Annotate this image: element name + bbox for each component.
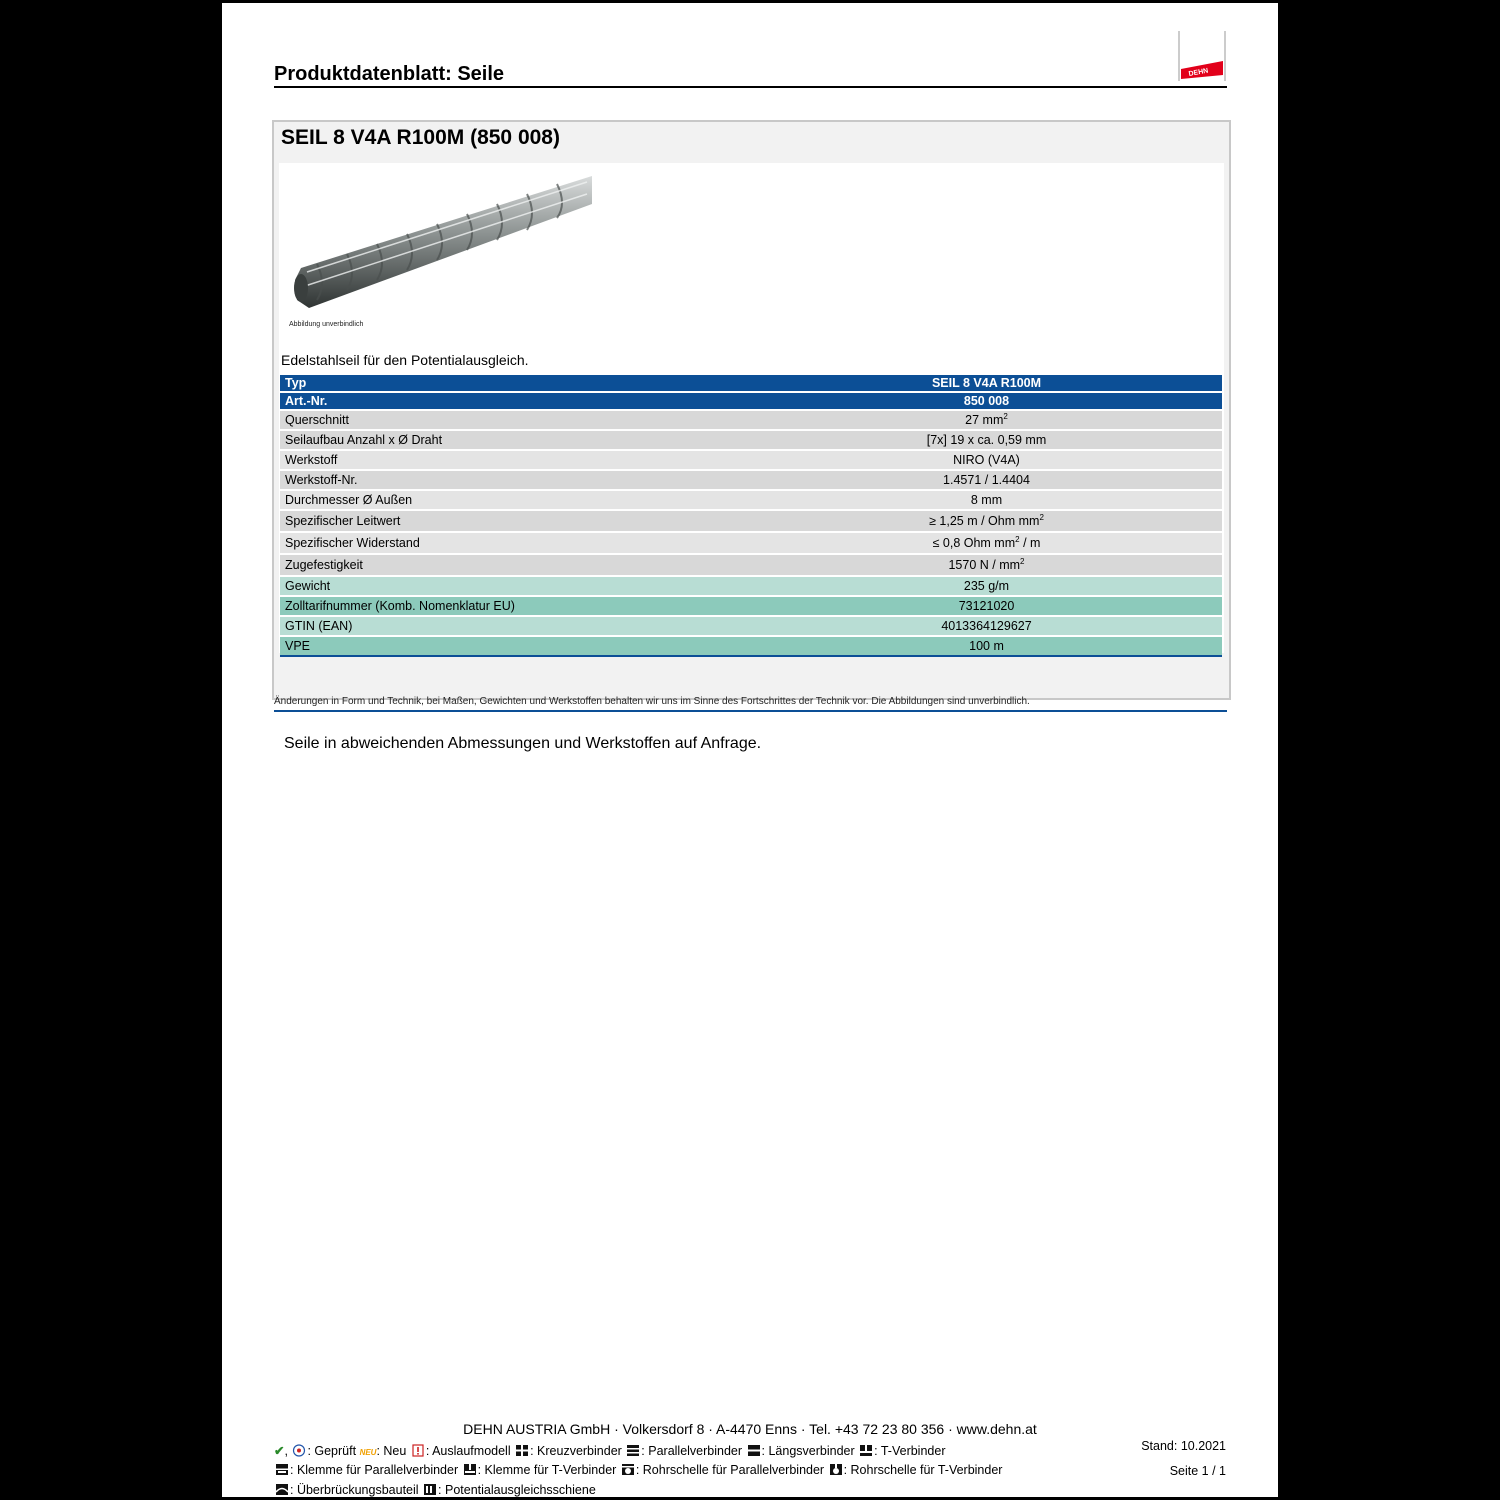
row-value: 4013364129627: [751, 617, 1222, 635]
row-value: 1570 N / $mm^2$: [751, 555, 1222, 575]
row-label: Gewicht: [280, 577, 751, 595]
new-badge-icon: NEU: [359, 1448, 377, 1457]
row-value: 100 m: [751, 637, 1222, 657]
product-box: [272, 120, 1231, 700]
title-divider: [274, 86, 1227, 88]
product-content: [279, 163, 1224, 653]
table-row: [280, 431, 1222, 449]
image-caption: Abbildung unverbindlich: [289, 321, 364, 328]
row-label: Zolltarifnummer (Komb. Nomenklatur EU): [280, 597, 751, 615]
legend-line-2: : Klemme für Parallelverbinder : Klemme für T-Verbinder : Rohrschelle für Parallelverbinder : Rohrschelle für T-Verbinder: [274, 1463, 1002, 1477]
table-row: [280, 411, 1222, 429]
page-number: Seite 1 / 1: [1169, 1464, 1226, 1478]
revision-date: Stand: 10.2021: [1141, 1439, 1226, 1453]
svg-text:DEHN: DEHN: [1188, 67, 1209, 78]
typ-value: SEIL 8 V4A R100M: [751, 375, 1222, 391]
availability-note: Seile in abweichenden Abmessungen und Werkstoffen auf Anfrage.: [284, 735, 762, 752]
company-address: DEHN AUSTRIA GmbH · Volkersdorf 8 · A-4470 Enns · Tel. +43 72 23 80 356 · www.dehn.at: [463, 1421, 1037, 1437]
product-title: SEIL 8 V4A R100M (850 008): [281, 126, 560, 149]
t-connector-icon: [859, 1444, 873, 1457]
discontinued-icon: [411, 1444, 425, 1457]
disclaimer-text: Änderungen in Form und Technik, bei Maßen, Gewichten und Werkstoffen behalten wir uns im Sinne des Fortschrittes der Technik vor. Die Abbildungen sind unverbindlich.: [274, 696, 1030, 707]
table-row: [280, 491, 1222, 509]
row-value: 27 $mm^2$: [751, 411, 1222, 429]
table-row: [280, 617, 1222, 635]
row-value: 1.4571 / 1.4404: [751, 471, 1222, 489]
parallel-connector-icon: [626, 1444, 640, 1457]
row-label: Werkstoff-Nr.: [280, 471, 751, 489]
pipe-clamp-t-icon: [829, 1463, 843, 1476]
row-label: GTIN (EAN): [280, 617, 751, 635]
table-row: [280, 597, 1222, 615]
table-header-art: [280, 393, 1222, 409]
document-title: Produktdatenblatt: Seile: [274, 63, 505, 85]
clamp-parallel-icon: [275, 1463, 289, 1476]
row-label: Spezifischer Widerstand: [280, 533, 751, 553]
table-row: [280, 637, 1222, 657]
dehn-logo: [1177, 31, 1227, 81]
row-label: Zugefestigkeit: [280, 555, 751, 575]
equipotential-bar-icon: [423, 1483, 437, 1496]
product-description: Edelstahlseil für den Potentialausgleich.: [281, 352, 529, 368]
table-header-typ: [280, 375, 1222, 391]
row-label: Querschnitt: [280, 411, 751, 429]
row-value: 73121020: [751, 597, 1222, 615]
typ-label: Typ: [280, 375, 751, 391]
checkmark-icon: ✔: [274, 1444, 285, 1458]
row-label: Spezifischer Leitwert: [280, 511, 751, 531]
table-row: [280, 511, 1222, 531]
art-label: Art.-Nr.: [280, 393, 751, 409]
legend-line-1: ✔, : Geprüft NEU: Neu : Auslaufmodell : Kreuzverbinder : Parallelverbinder : Längsverbinder : T-Verbinder: [274, 1444, 946, 1458]
disclaimer-divider: [274, 710, 1227, 712]
pipe-clamp-parallel-icon: [621, 1463, 635, 1476]
row-value: 8 mm: [751, 491, 1222, 509]
row-label: Werkstoff: [280, 451, 751, 469]
datasheet-page: [222, 3, 1278, 1497]
cross-connector-icon: [515, 1444, 529, 1457]
longitudinal-connector-icon: [747, 1444, 761, 1457]
table-row: [280, 577, 1222, 595]
table-row: [280, 533, 1222, 553]
bridging-component-icon: [275, 1483, 289, 1496]
table-row: [280, 451, 1222, 469]
art-value: 850 008: [751, 393, 1222, 409]
row-value: ≤ 0,8 Ohm $mm^2$ / m: [751, 533, 1222, 553]
row-value: ≥ 1,25 m / Ohm $mm^2$: [751, 511, 1222, 531]
table-row: [280, 555, 1222, 575]
legend-line-3: : Überbrückungsbauteil : Potentialausgleichsschiene: [274, 1483, 596, 1497]
row-label: Durchmesser Ø Außen: [280, 491, 751, 509]
row-value: 235 g/m: [751, 577, 1222, 595]
material-link[interactable]: NIRO (V4A): [751, 451, 1222, 469]
row-value: [7x] 19 x ca. 0,59 mm: [751, 431, 1222, 449]
approved-seal-icon: [292, 1444, 306, 1457]
cable-photo: [287, 168, 592, 313]
row-label: Seilaufbau Anzahl x Ø Draht: [280, 431, 751, 449]
spec-table: [280, 373, 1222, 659]
table-row: [280, 471, 1222, 489]
row-label: VPE: [280, 637, 751, 657]
clamp-t-icon: [463, 1463, 477, 1476]
